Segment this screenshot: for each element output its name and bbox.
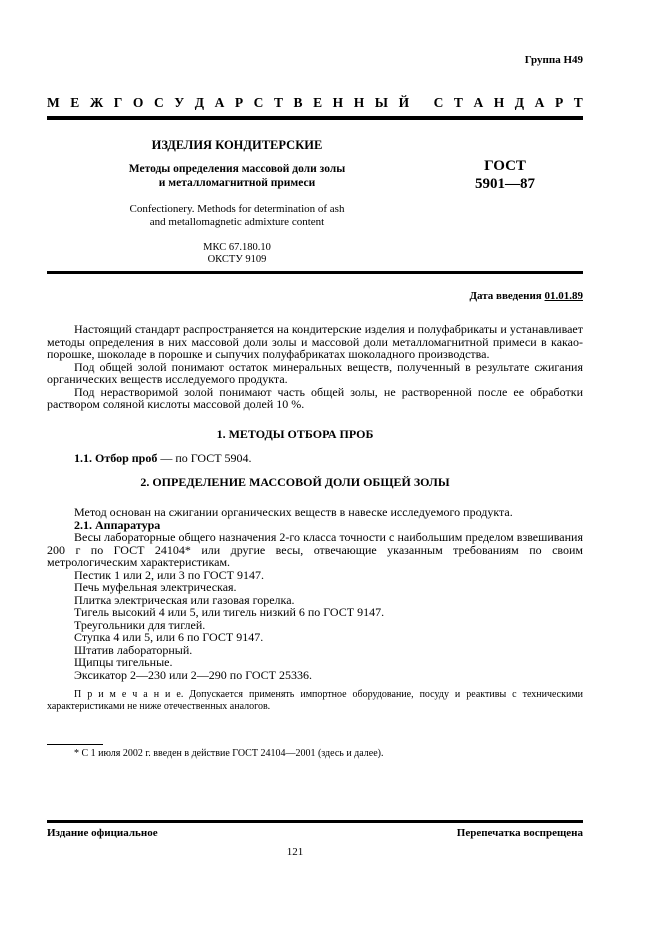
document-subtitle-en xyxy=(47,203,427,229)
group-code: Группа Н49 xyxy=(524,54,583,66)
document-title: ИЗДЕЛИЯ КОНДИТЕРСКИЕ xyxy=(151,138,323,152)
clause-1-1 xyxy=(47,452,583,465)
note-paragraph: П р и м е ч а н и е. Допускается применять импортное оборудование, посуду и реактивы с техническими характеристиками не ниже отечественных аналогов. xyxy=(47,689,583,712)
intro-paragraphs xyxy=(47,323,583,411)
subtitle-ru-line2: и металломагнитной примеси xyxy=(158,176,316,189)
apparatus-item: Штатив лабораторный. xyxy=(74,642,193,657)
footnote-rule xyxy=(47,744,103,745)
standard-kind-heading: М Е Ж Г О С У Д А Р С Т В Е Н Н Ы Й С Т А Н Д А Р Т xyxy=(47,95,583,110)
clause-1-1-label: 1.1. Отбор проб xyxy=(74,450,158,465)
intro-paragraph: Под нерастворимой золой понимают часть общей золы, не растворенной после ее обработки раствором соляной кислоты массовой долей 10 %. xyxy=(47,384,583,411)
document-subtitle-ru xyxy=(47,163,427,190)
apparatus-list xyxy=(47,531,583,681)
effective-date-line xyxy=(47,290,583,302)
footer-row xyxy=(47,827,583,839)
title-left-column xyxy=(47,139,427,271)
subtitle-en-line2: and metallomagnetic admixture content xyxy=(149,216,325,228)
method-paragraph: Метод основан на сжигании органических веществ в навеске исследуемого продукта. xyxy=(74,505,513,519)
mks-code: МКС 67.180.10 xyxy=(203,242,271,253)
subtitle-ru-line1: Методы определения массовой доли золы xyxy=(128,163,346,175)
okstu-code: ОКСТУ 9109 xyxy=(207,254,267,265)
section-1-heading: 1. МЕТОДЫ ОТБОРА ПРОБ xyxy=(216,426,374,441)
apparatus-item: Плитка электрическая или газовая горелка. xyxy=(74,592,295,607)
footnote-text: * С 1 июля 2002 г. введен в действие ГОСТ 24104—2001 (здесь и далее). xyxy=(74,748,384,759)
footer-right-text: Перепечатка воспрещена xyxy=(456,827,583,839)
effective-date-value: 01.01.89 xyxy=(544,290,583,302)
apparatus-item: Весы лабораторные общего назначения 2-го класса точности с наибольшим пределом взвешивания 200 г по ГОСТ 24104* или другие весы, отвечающие указанным требованиям по своим метрологическим характеристикам. xyxy=(47,530,583,569)
title-block xyxy=(47,139,583,271)
method-paragraph-wrap xyxy=(47,506,583,519)
gost-label: ГОСТ xyxy=(484,158,526,174)
section-2-heading: 2. ОПРЕДЕЛЕНИЕ МАССОВОЙ ДОЛИ ОБЩЕЙ ЗОЛЫ xyxy=(140,475,450,489)
page-number: 121 xyxy=(286,846,304,858)
clause-2-1-heading: 2.1. Аппаратура xyxy=(74,517,161,532)
apparatus-item: Тигель высокий 4 или 5, или тигель низкий 6 по ГОСТ 9147. xyxy=(74,605,385,619)
footer-left-text: Издание официальное xyxy=(47,827,158,839)
intro-paragraph: Под общей золой понимают остаток минеральных веществ, полученный в результате сжигания органических веществ исследуемого продукта. xyxy=(47,359,583,386)
footer-rule xyxy=(47,820,583,823)
intro-paragraph: Настоящий стандарт распространяется на кондитерские изделия и полуфабрикаты и устанавливает методы определения в них массовой доли золы и массовой доли металломагнитной примеси в какао-порошке, шоколаде в порошке и сыпучих полуфабрикатах шоколадного производства. xyxy=(47,322,583,361)
apparatus-item: Ступка 4 или 5, или 6 по ГОСТ 9147. xyxy=(74,630,264,644)
apparatus-item: Щипцы тигельные. xyxy=(74,655,173,669)
gost-designation xyxy=(427,139,583,271)
middle-rule xyxy=(47,271,583,274)
clause-1-1-text: — по ГОСТ 5904. xyxy=(157,450,252,465)
subtitle-en-line1: Confectionery. Methods for determination of ash xyxy=(129,203,345,215)
page-footer xyxy=(47,820,583,858)
effective-date-label: Дата введения xyxy=(469,290,542,302)
apparatus-item: Печь муфельная электрическая. xyxy=(74,580,237,594)
gost-number: 5901—87 xyxy=(475,176,535,192)
apparatus-item: Пестик 1 или 2, или 3 по ГОСТ 9147. xyxy=(74,567,264,582)
classification-codes xyxy=(47,242,427,266)
footnote-block xyxy=(47,744,583,760)
apparatus-item: Треугольники для тиглей. xyxy=(74,617,206,632)
apparatus-item: Эксикатор 2—230 или 2—290 по ГОСТ 25336. xyxy=(74,667,312,682)
top-rule xyxy=(47,116,583,120)
